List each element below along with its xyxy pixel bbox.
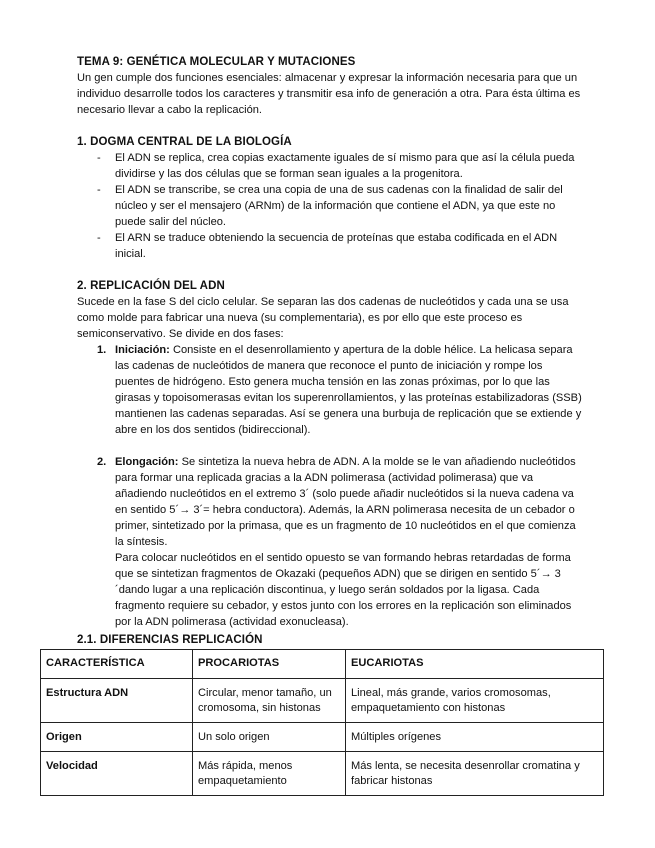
section-1-title: 1. DOGMA CENTRAL DE LA BIOLOGÍA [77, 136, 292, 148]
table-row [41, 679, 604, 723]
row-header-cell: Velocidad [41, 752, 193, 796]
step-number: 2. [97, 456, 107, 468]
step-label: Elongación: [115, 456, 179, 468]
list-item: - El ARN se traduce obteniendo la secuencia de proteínas que estaba codificada en el ADN inicial. [77, 230, 582, 262]
step-text: Consiste en el desenrollamiento y apertura de la doble hélice. La helicasa separa las cadenas de nucleótidos de manera que reconoce el punto de iniciación y rompe los puentes de hidrógeno. Esto genera mucha tensión en las zonas próximas, por lo que las girasas y topoisomerasas evitan los superenrollamientos, y las proteínas estabilizadoras (SSB) mantienen las cadenas separadas. Así se genera una burbuja de replicación que se extiende y abre en los dos sentidos (bidireccional). [115, 344, 582, 436]
step-number: 1. [97, 344, 107, 356]
spacer [77, 438, 582, 454]
list-item: - El ADN se replica, crea copias exactamente iguales de sí mismo para que así la célula pueda dividirse y las dos células que se forman sean iguales a la progenitora. [77, 150, 582, 182]
replication-steps [77, 342, 582, 630]
row-header-cell: Estructura ADN [41, 679, 193, 723]
table-header-row [41, 650, 604, 679]
table-cell: Lineal, más grande, varios cromosomas, empaquetamiento con histonas [346, 679, 604, 723]
table-cell: Circular, menor tamaño, un cromosoma, sin histonas [193, 679, 346, 723]
header-cell: CARACTERÍSTICA [41, 650, 193, 679]
section-2-title: 2. REPLICACIÓN DEL ADN [77, 280, 225, 292]
document-title: TEMA 9: GENÉTICA MOLECULAR Y MUTACIONES [77, 56, 356, 68]
table-row [41, 723, 604, 752]
intro-paragraph: Un gen cumple dos funciones esenciales: almacenar y expresar la información necesaria para que un individuo desarrolle todos los caracteres y transmitir esa info de generación a otra. Para ésta última es necesario llevar a cabo la replicación. [77, 72, 581, 116]
document-page [77, 54, 582, 630]
table-cell: Más rápida, menos empaquetamiento [193, 752, 346, 796]
header-cell: EUCARIOTAS [346, 650, 604, 679]
header-cell: PROCARIOTAS [193, 650, 346, 679]
table-cell: Más lenta, se necesita desenrollar cromatina y fabricar histonas [346, 752, 604, 796]
row-header-cell: Origen [41, 723, 193, 752]
section-2-intro: Sucede en la fase S del ciclo celular. Se separan las dos cadenas de nucleótidos y cada una se usa como molde para fabricar una nueva (su complementaria), es por ello que este proceso es semiconservativo. Se divide en dos fases: [77, 296, 569, 340]
step-text-continued: Para colocar nucleótidos en el sentido opuesto se van formando hebras retardadas de forma que se sintetizan fragmentos de Okazaki (pequeños ADN) que se dirigen en sentido 5´→ 3´dando lugar a una replicación discontinua, y luego serán soldados por la ligasa. Cada fragmento requiere su cebador, y estos junto con los errores en la replicación son eliminados por la ADN polimerasa (actividad exonucleasa). [115, 552, 572, 628]
table-cell: Un solo origen [193, 723, 346, 752]
list-item: - El ADN se transcribe, se crea una copia de una de sus cadenas con la finalidad de salir del núcleo y ser el mensajero (ARNm) de la información que contiene el ADN, ya que este no puede salir del núcleo. [77, 182, 582, 230]
step-label: Iniciación: [115, 344, 170, 356]
dogma-list [77, 150, 582, 262]
step-elongation [77, 454, 582, 630]
step-text: Se sintetiza la nueva hebra de ADN. A la molde se le van añadiendo nucleótidos para formar una replicada gracias a la ADN polimerasa (actividad polimerasa) que va añadiendo nucleótidos en el extremo 3´ (solo puede añadir nucleótidos si la nueva cadena va en sentido 5´→ 3´= hebra conductora). Además, la ARN polimerasa necesita de un cebador o primer, sintetizado por la primasa, que es un fragmento de 10 nucleótidos en el que comienza la síntesis. [115, 456, 576, 548]
table-row [41, 752, 604, 796]
replication-differences-table [40, 649, 604, 796]
step-initiation [77, 342, 582, 438]
table-cell: Múltiples orígenes [346, 723, 604, 752]
section-2-1-title: 2.1. DIFERENCIAS REPLICACIÓN [77, 634, 263, 646]
